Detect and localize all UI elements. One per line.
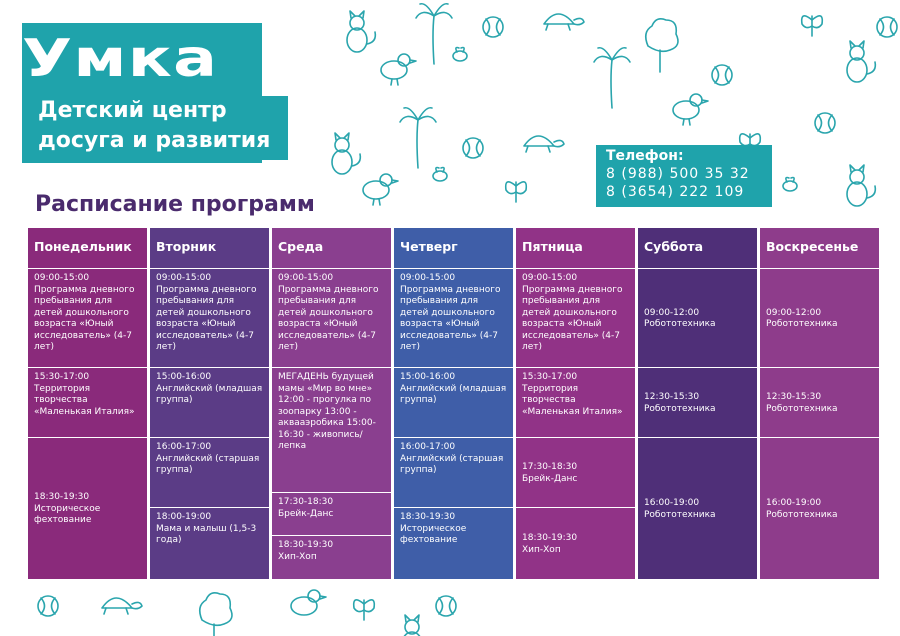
palm-doodle	[416, 4, 452, 64]
ball-doodle	[712, 65, 732, 85]
schedule-slot	[150, 438, 270, 508]
schedule-slot	[272, 368, 392, 493]
slot-time: 09:00-15:00	[278, 273, 334, 283]
tree-doodle	[646, 19, 678, 72]
column-sunday	[760, 228, 880, 580]
turtle-doodle	[524, 136, 564, 152]
slot-time: 16:00-17:00	[400, 442, 456, 452]
slot-description: Английский (старшая группа)	[400, 453, 504, 475]
schedule-slot	[272, 269, 392, 368]
bird-doodle	[363, 174, 398, 205]
contact-block	[596, 145, 772, 207]
schedule-slot	[394, 368, 514, 438]
slot-time: 17:30-18:30	[522, 462, 578, 472]
slot-time: 16:00-19:00	[644, 498, 700, 508]
bird-doodle	[381, 54, 416, 85]
schedule-slot	[760, 438, 880, 580]
schedule-slot	[272, 493, 392, 536]
ball-doodle	[436, 596, 456, 616]
bee-doodle	[433, 168, 447, 182]
column-saturday	[638, 228, 758, 580]
slot-time: 18:30-19:30	[34, 492, 90, 503]
tree-doodle	[200, 593, 232, 636]
cat-doodle	[847, 165, 875, 206]
schedule-slot	[760, 269, 880, 368]
bird-doodle	[673, 94, 708, 125]
slot-description: Брейк-Данс	[278, 508, 334, 519]
cat-doodle	[402, 615, 422, 636]
slot-description: Историческое фехтование	[400, 523, 467, 545]
ball-doodle	[877, 17, 897, 37]
slot-description: Английский (младшая группа)	[156, 383, 263, 405]
slot-time: 12:30-15:30	[644, 392, 700, 402]
slot-time: 18:30-19:30	[400, 512, 456, 522]
schedule-slot	[760, 368, 880, 438]
schedule-slot	[28, 438, 148, 580]
butterfly-doodle	[506, 182, 527, 202]
slot-time: 15:30-17:00	[522, 372, 578, 382]
bee-doodle	[783, 178, 797, 192]
slot-description: Территория творчества «Маленькая Италия»	[34, 383, 135, 417]
phone-label: Телефон:	[606, 148, 684, 164]
slot-description: Программа дневного пребывания для детей дошкольного возраста «Юный исследователь» (4-7 лет)	[278, 284, 379, 352]
butterfly-doodle	[802, 16, 823, 36]
brand-name: Умка	[22, 29, 219, 89]
schedule-title: Расписание программ	[35, 192, 315, 217]
schedule-slot	[28, 368, 148, 438]
slot-time: 09:00-12:00	[644, 307, 700, 318]
slot-description: Программа дневного пребывания для детей дошкольного возраста «Юный исследователь» (4-7 лет)	[522, 284, 623, 352]
schedule-slot	[516, 438, 636, 508]
ball-doodle	[815, 113, 835, 133]
cat-doodle	[347, 11, 375, 52]
brand-subtitle	[38, 96, 288, 160]
turtle-doodle	[544, 14, 584, 30]
slot-time: 18:30-19:30	[522, 533, 578, 543]
slot-description: 12:00 - прогулка по зоопарку 13:00 - аквааэробика 15:00-16:30 - живопись/лепка	[278, 395, 376, 451]
ball-doodle	[38, 596, 58, 616]
column-wednesday	[272, 228, 392, 580]
day-header-thursday: Четверг	[394, 228, 514, 269]
slot-description: Программа дневного пребывания для детей дошкольного возраста «Юный исследователь» (4-7 лет)	[34, 284, 135, 352]
slot-description: Английский (старшая группа)	[156, 453, 260, 475]
schedule-table	[28, 228, 872, 580]
slot-time: 18:30-19:30	[278, 540, 334, 550]
slot-description: Робототехника	[766, 509, 838, 520]
schedule-slot	[272, 536, 392, 580]
schedule-slot	[638, 438, 758, 580]
slot-description: Хип-Хоп	[278, 551, 317, 562]
slot-time: 18:00-19:00	[156, 512, 212, 522]
ball-doodle	[463, 138, 483, 158]
day-header-wednesday: Среда	[272, 228, 392, 269]
schedule-slot	[150, 269, 270, 368]
slot-title: МЕГАДЕНЬ будущей мамы «Мир во мне»	[278, 372, 374, 394]
schedule-slot	[394, 508, 514, 580]
butterfly-doodle	[354, 600, 375, 620]
ball-doodle	[483, 17, 503, 37]
schedule-slot	[394, 269, 514, 368]
schedule-slot	[28, 269, 148, 368]
schedule-slot	[516, 368, 636, 438]
bee-doodle	[453, 48, 467, 62]
day-header-monday: Понедельник	[28, 228, 148, 269]
slot-time: 12:30-15:30	[766, 392, 822, 402]
slot-time: 15:30-17:00	[34, 372, 90, 382]
day-header-tuesday: Вторник	[150, 228, 270, 269]
column-tuesday	[150, 228, 270, 580]
slot-time: 15:00-16:00	[400, 372, 456, 382]
slot-description: Робототехника	[644, 509, 716, 520]
brand-subtitle-line2: досуга и развития	[38, 126, 276, 156]
day-header-friday: Пятница	[516, 228, 636, 269]
slot-description: Робототехника	[766, 403, 838, 414]
schedule-slot	[638, 368, 758, 438]
slot-description: Мама и малыш (1,5-3 года)	[156, 523, 257, 545]
slot-description: Робототехника	[766, 319, 838, 329]
schedule-slot	[150, 368, 270, 438]
slot-time: 09:00-15:00	[156, 273, 212, 283]
phone-number-2[interactable]: 8 (3654) 222 109	[606, 184, 745, 200]
slot-description: Программа дневного пребывания для детей дошкольного возраста «Юный исследователь» (4-7 лет)	[400, 284, 501, 352]
palm-doodle	[594, 48, 630, 108]
schedule-slot	[638, 269, 758, 368]
slot-time: 09:00-12:00	[766, 307, 822, 318]
brand-subtitle-line1: Детский центр	[38, 96, 233, 126]
slot-description: Робототехника	[644, 403, 716, 414]
day-header-sunday: Воскресенье	[760, 228, 880, 269]
phone-number-1[interactable]: 8 (988) 500 35 32	[606, 166, 750, 182]
slot-time: 09:00-15:00	[400, 273, 456, 283]
slot-description: Историческое фехтование	[34, 503, 101, 526]
slot-description: Робототехника	[644, 319, 716, 329]
slot-time: 09:00-15:00	[34, 273, 90, 283]
slot-time: 09:00-15:00	[522, 273, 578, 283]
slot-time: 16:00-17:00	[156, 442, 212, 452]
column-thursday	[394, 228, 514, 580]
slot-time: 15:00-16:00	[156, 372, 212, 382]
slot-description: Хип-Хоп	[522, 544, 561, 555]
schedule-slot	[516, 508, 636, 580]
schedule-slot	[394, 438, 514, 508]
day-header-saturday: Суббота	[638, 228, 758, 269]
column-friday	[516, 228, 636, 580]
palm-doodle	[400, 108, 436, 168]
turtle-doodle	[102, 598, 142, 614]
schedule-slot	[516, 269, 636, 368]
slot-description: Английский (младшая группа)	[400, 383, 507, 405]
slot-description: Брейк-Данс	[522, 473, 578, 484]
cat-doodle	[847, 41, 875, 82]
column-monday	[28, 228, 148, 580]
bird-doodle	[291, 590, 326, 615]
slot-description: Территория творчества «Маленькая Италия»	[522, 383, 623, 417]
slot-time: 17:30-18:30	[278, 497, 334, 507]
slot-time: 16:00-19:00	[766, 498, 822, 508]
cat-doodle	[332, 133, 360, 174]
slot-description: Программа дневного пребывания для детей дошкольного возраста «Юный исследователь» (4-7 лет)	[156, 284, 257, 352]
schedule-slot	[150, 508, 270, 580]
